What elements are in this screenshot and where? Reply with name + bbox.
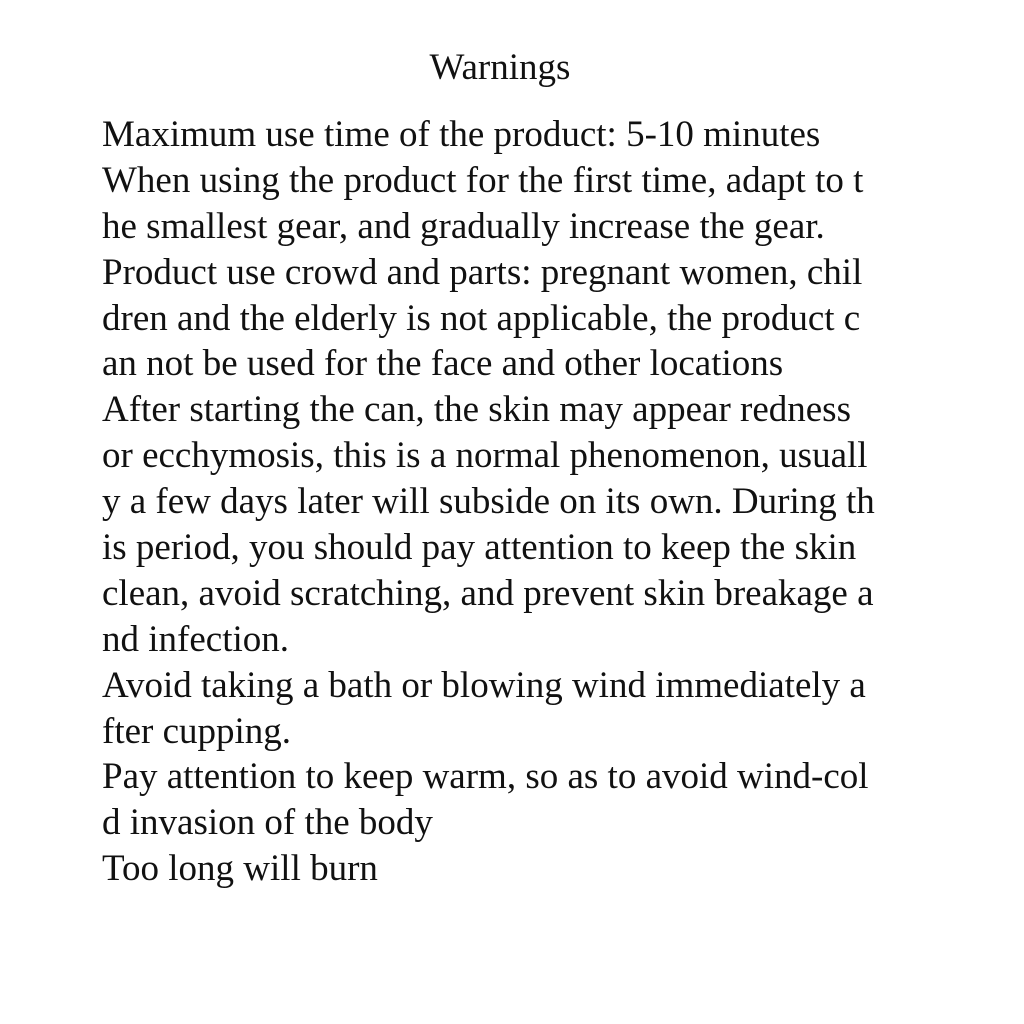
text-line: clean, avoid scratching, and prevent skin breakage a (102, 572, 874, 614)
text-line: he smallest gear, and gradually increase the gear. (102, 205, 825, 247)
text-line: Maximum use time of the product: 5-10 minutes (102, 114, 821, 155)
text-line: d invasion of the body (102, 802, 433, 844)
text-line: Product use crowd and parts: pregnant women, chil (102, 251, 863, 293)
page-title: Warnings (429, 47, 571, 88)
text-line: is period, you should pay attention to keep the skin (102, 527, 857, 569)
text-line: When using the product for the first time, adapt to t (102, 159, 864, 201)
text-line: dren and the elderly is not applicable, the product c (102, 297, 861, 339)
text-line: Pay attention to keep warm, so as to avoid wind-col (102, 756, 869, 798)
text-line: fter cupping. (102, 710, 292, 752)
warnings-text-block (102, 112, 1002, 892)
text-line: Avoid taking a bath or blowing wind immediately a (102, 664, 866, 706)
text-line: y a few days later will subside on its own. During th (102, 481, 875, 523)
text-line: an not be used for the face and other locations (102, 343, 784, 385)
text-line: After starting the can, the skin may appear redness (102, 389, 851, 431)
text-line: or ecchymosis, this is a normal phenomenon, usuall (102, 435, 868, 477)
text-line: nd infection. (102, 618, 290, 660)
text-line: Too long will burn (102, 848, 378, 890)
